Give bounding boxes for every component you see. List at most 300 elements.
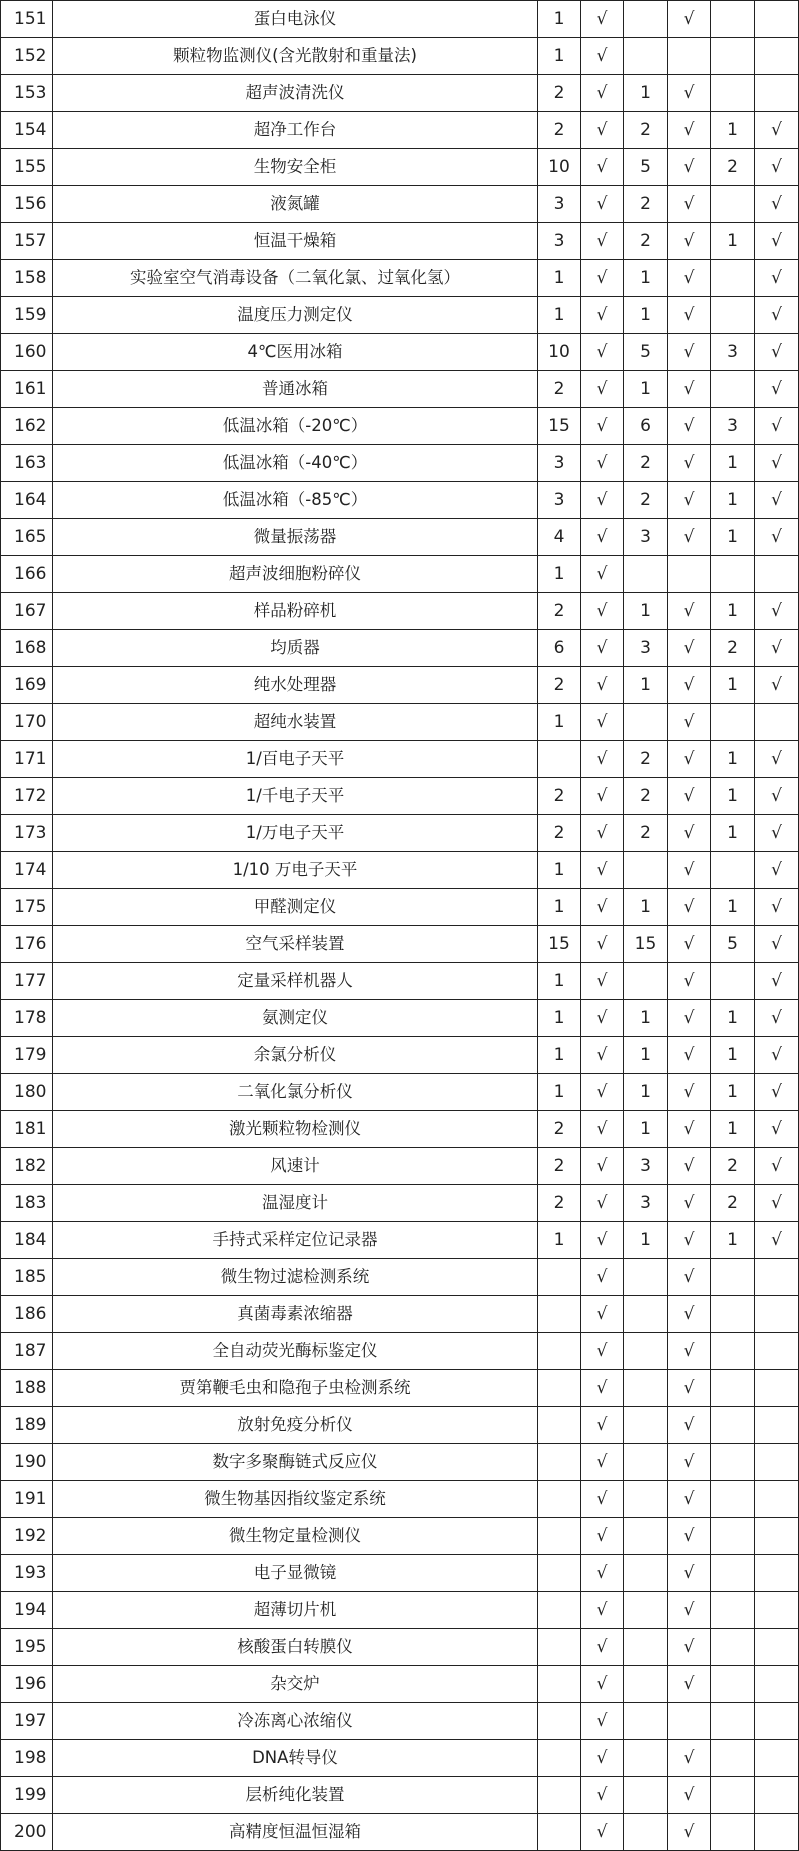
quantity-cell: 2 — [538, 1111, 581, 1148]
equipment-name: 空气采样装置 — [53, 926, 538, 963]
quantity-cell: 1 — [538, 38, 581, 75]
check-cell: √ — [581, 1444, 624, 1481]
quantity-cell — [624, 963, 668, 1000]
table-row — [1, 1518, 799, 1555]
quantity-cell: 3 — [538, 223, 581, 260]
check-cell: √ — [581, 223, 624, 260]
quantity-cell: 1 — [538, 704, 581, 741]
check-cell: √ — [581, 297, 624, 334]
row-number: 172 — [1, 778, 53, 815]
check-cell — [668, 38, 711, 75]
check-cell: √ — [668, 1740, 711, 1777]
table-row — [1, 667, 799, 704]
check-cell: √ — [581, 556, 624, 593]
equipment-name: 低温冰箱（-85℃） — [53, 482, 538, 519]
check-cell: √ — [668, 1407, 711, 1444]
check-cell: √ — [755, 223, 799, 260]
check-cell: √ — [581, 1, 624, 38]
row-number: 181 — [1, 1111, 53, 1148]
equipment-name: 微生物定量检测仪 — [53, 1518, 538, 1555]
row-number: 162 — [1, 408, 53, 445]
equipment-name: 超净工作台 — [53, 112, 538, 149]
check-cell: √ — [581, 963, 624, 1000]
check-cell: √ — [668, 593, 711, 630]
row-number: 154 — [1, 112, 53, 149]
quantity-cell — [711, 186, 755, 223]
quantity-cell — [538, 1666, 581, 1703]
check-cell: √ — [668, 112, 711, 149]
equipment-name: 4℃医用冰箱 — [53, 334, 538, 371]
row-number: 188 — [1, 1370, 53, 1407]
quantity-cell — [711, 297, 755, 334]
equipment-name: 余氯分析仪 — [53, 1037, 538, 1074]
check-cell — [755, 1259, 799, 1296]
quantity-cell: 2 — [624, 112, 668, 149]
quantity-cell: 1 — [538, 852, 581, 889]
check-cell: √ — [581, 1148, 624, 1185]
quantity-cell: 1 — [538, 297, 581, 334]
equipment-name: 实验室空气消毒设备（二氧化氯、过氧化氢） — [53, 260, 538, 297]
quantity-cell: 1 — [538, 1222, 581, 1259]
table-row — [1, 519, 799, 556]
check-cell: √ — [581, 778, 624, 815]
quantity-cell: 3 — [624, 1148, 668, 1185]
quantity-cell: 1 — [538, 963, 581, 1000]
quantity-cell: 1 — [538, 1074, 581, 1111]
quantity-cell — [538, 1444, 581, 1481]
row-number: 159 — [1, 297, 53, 334]
check-cell: √ — [581, 1222, 624, 1259]
check-cell: √ — [668, 630, 711, 667]
check-cell — [668, 556, 711, 593]
table-row — [1, 926, 799, 963]
check-cell: √ — [668, 260, 711, 297]
check-cell: √ — [668, 223, 711, 260]
table-row — [1, 1000, 799, 1037]
quantity-cell — [711, 1333, 755, 1370]
table-row — [1, 223, 799, 260]
equipment-table-body — [1, 1, 799, 1851]
quantity-cell: 1 — [711, 741, 755, 778]
check-cell — [755, 1481, 799, 1518]
table-row — [1, 334, 799, 371]
check-cell: √ — [581, 1592, 624, 1629]
check-cell: √ — [755, 1074, 799, 1111]
check-cell: √ — [668, 408, 711, 445]
equipment-name: 低温冰箱（-20℃） — [53, 408, 538, 445]
check-cell: √ — [581, 852, 624, 889]
check-cell: √ — [581, 593, 624, 630]
quantity-cell: 5 — [624, 149, 668, 186]
check-cell — [755, 1740, 799, 1777]
check-cell — [755, 1777, 799, 1814]
check-cell: √ — [668, 519, 711, 556]
row-number: 195 — [1, 1629, 53, 1666]
quantity-cell — [711, 1666, 755, 1703]
check-cell: √ — [581, 1814, 624, 1851]
row-number: 179 — [1, 1037, 53, 1074]
quantity-cell: 2 — [711, 630, 755, 667]
equipment-name: 层析纯化装置 — [53, 1777, 538, 1814]
quantity-cell: 1 — [711, 223, 755, 260]
quantity-cell — [711, 1370, 755, 1407]
quantity-cell — [711, 1740, 755, 1777]
equipment-name: 低温冰箱（-40℃） — [53, 445, 538, 482]
table-row — [1, 112, 799, 149]
equipment-name: 甲醛测定仪 — [53, 889, 538, 926]
table-row — [1, 630, 799, 667]
check-cell: √ — [755, 815, 799, 852]
check-cell: √ — [668, 1518, 711, 1555]
check-cell — [755, 1703, 799, 1740]
quantity-cell: 1 — [711, 889, 755, 926]
row-number: 187 — [1, 1333, 53, 1370]
row-number: 158 — [1, 260, 53, 297]
equipment-name: 普通冰箱 — [53, 371, 538, 408]
quantity-cell — [711, 75, 755, 112]
quantity-cell — [711, 371, 755, 408]
check-cell — [755, 1, 799, 38]
equipment-name: 数字多聚酶链式反应仪 — [53, 1444, 538, 1481]
check-cell: √ — [755, 741, 799, 778]
quantity-cell: 1 — [624, 1000, 668, 1037]
check-cell: √ — [668, 75, 711, 112]
equipment-name: 手持式采样定位记录器 — [53, 1222, 538, 1259]
check-cell: √ — [581, 1407, 624, 1444]
row-number: 180 — [1, 1074, 53, 1111]
table-row — [1, 741, 799, 778]
check-cell: √ — [755, 889, 799, 926]
table-row — [1, 1037, 799, 1074]
table-row — [1, 963, 799, 1000]
check-cell: √ — [581, 186, 624, 223]
check-cell — [755, 1666, 799, 1703]
quantity-cell — [624, 1481, 668, 1518]
quantity-cell: 1 — [711, 1222, 755, 1259]
table-row — [1, 1814, 799, 1851]
row-number: 198 — [1, 1740, 53, 1777]
quantity-cell — [624, 852, 668, 889]
table-row — [1, 297, 799, 334]
quantity-cell: 1 — [711, 1111, 755, 1148]
quantity-cell — [711, 1592, 755, 1629]
check-cell: √ — [581, 38, 624, 75]
quantity-cell — [624, 1370, 668, 1407]
quantity-cell: 2 — [538, 815, 581, 852]
quantity-cell — [624, 1259, 668, 1296]
quantity-cell — [624, 1629, 668, 1666]
equipment-name: 1/千电子天平 — [53, 778, 538, 815]
check-cell: √ — [755, 519, 799, 556]
quantity-cell: 2 — [624, 186, 668, 223]
check-cell: √ — [581, 1185, 624, 1222]
quantity-cell: 2 — [711, 1185, 755, 1222]
row-number: 165 — [1, 519, 53, 556]
quantity-cell: 1 — [538, 1000, 581, 1037]
check-cell: √ — [668, 1111, 711, 1148]
quantity-cell: 3 — [538, 482, 581, 519]
check-cell — [755, 38, 799, 75]
row-number: 186 — [1, 1296, 53, 1333]
quantity-cell — [711, 1814, 755, 1851]
quantity-cell — [711, 1407, 755, 1444]
quantity-cell — [624, 1777, 668, 1814]
check-cell: √ — [581, 667, 624, 704]
check-cell — [755, 1555, 799, 1592]
check-cell: √ — [668, 297, 711, 334]
check-cell: √ — [581, 1703, 624, 1740]
check-cell: √ — [581, 371, 624, 408]
check-cell — [755, 556, 799, 593]
quantity-cell: 5 — [711, 926, 755, 963]
quantity-cell — [538, 1333, 581, 1370]
quantity-cell: 15 — [538, 408, 581, 445]
quantity-cell — [624, 1, 668, 38]
check-cell: √ — [581, 260, 624, 297]
check-cell: √ — [755, 1000, 799, 1037]
check-cell: √ — [581, 926, 624, 963]
equipment-name: 定量采样机器人 — [53, 963, 538, 1000]
check-cell: √ — [581, 445, 624, 482]
check-cell: √ — [668, 371, 711, 408]
row-number: 169 — [1, 667, 53, 704]
quantity-cell — [711, 1777, 755, 1814]
table-row — [1, 1111, 799, 1148]
quantity-cell: 1 — [711, 593, 755, 630]
quantity-cell — [711, 260, 755, 297]
quantity-cell — [624, 1333, 668, 1370]
equipment-name: 风速计 — [53, 1148, 538, 1185]
quantity-cell — [538, 741, 581, 778]
row-number: 157 — [1, 223, 53, 260]
table-row — [1, 260, 799, 297]
check-cell: √ — [668, 926, 711, 963]
row-number: 166 — [1, 556, 53, 593]
check-cell: √ — [581, 75, 624, 112]
quantity-cell: 1 — [624, 1222, 668, 1259]
check-cell: √ — [581, 1259, 624, 1296]
quantity-cell — [624, 38, 668, 75]
quantity-cell — [538, 1703, 581, 1740]
quantity-cell: 15 — [538, 926, 581, 963]
quantity-cell: 2 — [711, 1148, 755, 1185]
equipment-name: 真菌毒素浓缩器 — [53, 1296, 538, 1333]
check-cell: √ — [668, 1148, 711, 1185]
quantity-cell — [711, 1481, 755, 1518]
quantity-cell — [711, 1555, 755, 1592]
check-cell: √ — [755, 1037, 799, 1074]
quantity-cell: 2 — [538, 371, 581, 408]
check-cell: √ — [668, 1259, 711, 1296]
quantity-cell: 2 — [538, 593, 581, 630]
table-row — [1, 1777, 799, 1814]
table-row — [1, 445, 799, 482]
quantity-cell — [538, 1481, 581, 1518]
equipment-name: 贾第鞭毛虫和隐孢子虫检测系统 — [53, 1370, 538, 1407]
row-number: 171 — [1, 741, 53, 778]
table-row — [1, 1370, 799, 1407]
check-cell — [755, 1592, 799, 1629]
check-cell: √ — [581, 334, 624, 371]
check-cell — [755, 1333, 799, 1370]
check-cell: √ — [755, 186, 799, 223]
quantity-cell — [538, 1777, 581, 1814]
check-cell: √ — [581, 482, 624, 519]
quantity-cell: 1 — [711, 667, 755, 704]
quantity-cell — [711, 704, 755, 741]
check-cell: √ — [581, 704, 624, 741]
row-number: 183 — [1, 1185, 53, 1222]
quantity-cell: 1 — [711, 1037, 755, 1074]
quantity-cell: 3 — [711, 408, 755, 445]
quantity-cell — [711, 1518, 755, 1555]
check-cell: √ — [581, 1370, 624, 1407]
check-cell: √ — [668, 445, 711, 482]
check-cell — [755, 1444, 799, 1481]
row-number: 175 — [1, 889, 53, 926]
quantity-cell: 1 — [624, 297, 668, 334]
check-cell: √ — [755, 630, 799, 667]
quantity-cell — [624, 1814, 668, 1851]
quantity-cell: 1 — [624, 75, 668, 112]
row-number: 161 — [1, 371, 53, 408]
table-row — [1, 1, 799, 38]
check-cell: √ — [581, 112, 624, 149]
check-cell: √ — [581, 1000, 624, 1037]
quantity-cell — [624, 1444, 668, 1481]
quantity-cell — [624, 1666, 668, 1703]
quantity-cell: 1 — [624, 371, 668, 408]
check-cell: √ — [581, 1629, 624, 1666]
check-cell: √ — [755, 371, 799, 408]
equipment-name: 二氧化氯分析仪 — [53, 1074, 538, 1111]
quantity-cell: 5 — [624, 334, 668, 371]
check-cell: √ — [755, 408, 799, 445]
check-cell: √ — [755, 482, 799, 519]
check-cell: √ — [755, 297, 799, 334]
row-number: 182 — [1, 1148, 53, 1185]
quantity-cell: 1 — [711, 778, 755, 815]
quantity-cell: 3 — [624, 630, 668, 667]
equipment-name: 均质器 — [53, 630, 538, 667]
check-cell — [755, 1814, 799, 1851]
table-row — [1, 1666, 799, 1703]
table-row — [1, 149, 799, 186]
quantity-cell: 15 — [624, 926, 668, 963]
check-cell: √ — [668, 1777, 711, 1814]
check-cell — [755, 1629, 799, 1666]
table-row — [1, 482, 799, 519]
quantity-cell — [538, 1814, 581, 1851]
quantity-cell — [711, 556, 755, 593]
table-row — [1, 1592, 799, 1629]
table-row — [1, 1185, 799, 1222]
row-number: 176 — [1, 926, 53, 963]
check-cell: √ — [581, 815, 624, 852]
quantity-cell: 3 — [624, 1185, 668, 1222]
equipment-name: 纯水处理器 — [53, 667, 538, 704]
table-row — [1, 1407, 799, 1444]
check-cell: √ — [668, 1296, 711, 1333]
quantity-cell — [711, 852, 755, 889]
quantity-cell — [538, 1555, 581, 1592]
check-cell — [755, 704, 799, 741]
check-cell: √ — [581, 1333, 624, 1370]
quantity-cell: 2 — [538, 778, 581, 815]
check-cell: √ — [755, 1222, 799, 1259]
quantity-cell — [711, 1259, 755, 1296]
quantity-cell: 1 — [711, 1000, 755, 1037]
equipment-name: 液氮罐 — [53, 186, 538, 223]
quantity-cell: 1 — [624, 1037, 668, 1074]
quantity-cell — [538, 1518, 581, 1555]
check-cell: √ — [668, 1037, 711, 1074]
table-row — [1, 593, 799, 630]
check-cell — [755, 75, 799, 112]
check-cell: √ — [581, 519, 624, 556]
check-cell: √ — [581, 741, 624, 778]
quantity-cell: 1 — [624, 667, 668, 704]
row-number: 155 — [1, 149, 53, 186]
table-row — [1, 778, 799, 815]
quantity-cell: 2 — [538, 112, 581, 149]
check-cell: √ — [668, 1333, 711, 1370]
check-cell: √ — [668, 1222, 711, 1259]
quantity-cell: 6 — [538, 630, 581, 667]
check-cell: √ — [668, 1, 711, 38]
equipment-name: 温湿度计 — [53, 1185, 538, 1222]
table-row — [1, 1444, 799, 1481]
table-row — [1, 1222, 799, 1259]
row-number: 184 — [1, 1222, 53, 1259]
quantity-cell: 2 — [538, 75, 581, 112]
check-cell: √ — [668, 1444, 711, 1481]
check-cell: √ — [668, 1481, 711, 1518]
quantity-cell: 2 — [624, 223, 668, 260]
check-cell: √ — [755, 334, 799, 371]
check-cell: √ — [581, 630, 624, 667]
quantity-cell — [624, 556, 668, 593]
check-cell: √ — [668, 1185, 711, 1222]
row-number: 189 — [1, 1407, 53, 1444]
quantity-cell — [711, 1444, 755, 1481]
table-row — [1, 186, 799, 223]
row-number: 191 — [1, 1481, 53, 1518]
check-cell — [755, 1370, 799, 1407]
check-cell: √ — [581, 1555, 624, 1592]
quantity-cell: 10 — [538, 149, 581, 186]
quantity-cell — [624, 1703, 668, 1740]
table-row — [1, 852, 799, 889]
row-number: 160 — [1, 334, 53, 371]
check-cell: √ — [668, 1666, 711, 1703]
check-cell: √ — [581, 1666, 624, 1703]
quantity-cell — [711, 1629, 755, 1666]
quantity-cell: 2 — [624, 778, 668, 815]
table-row — [1, 1555, 799, 1592]
equipment-name: 冷冻离心浓缩仪 — [53, 1703, 538, 1740]
row-number: 177 — [1, 963, 53, 1000]
equipment-name: 微量振荡器 — [53, 519, 538, 556]
check-cell: √ — [668, 482, 711, 519]
check-cell: √ — [755, 667, 799, 704]
check-cell: √ — [668, 1074, 711, 1111]
row-number: 163 — [1, 445, 53, 482]
equipment-name: 微生物基因指纹鉴定系统 — [53, 1481, 538, 1518]
quantity-cell: 3 — [538, 186, 581, 223]
quantity-cell: 10 — [538, 334, 581, 371]
quantity-cell: 1 — [711, 1074, 755, 1111]
